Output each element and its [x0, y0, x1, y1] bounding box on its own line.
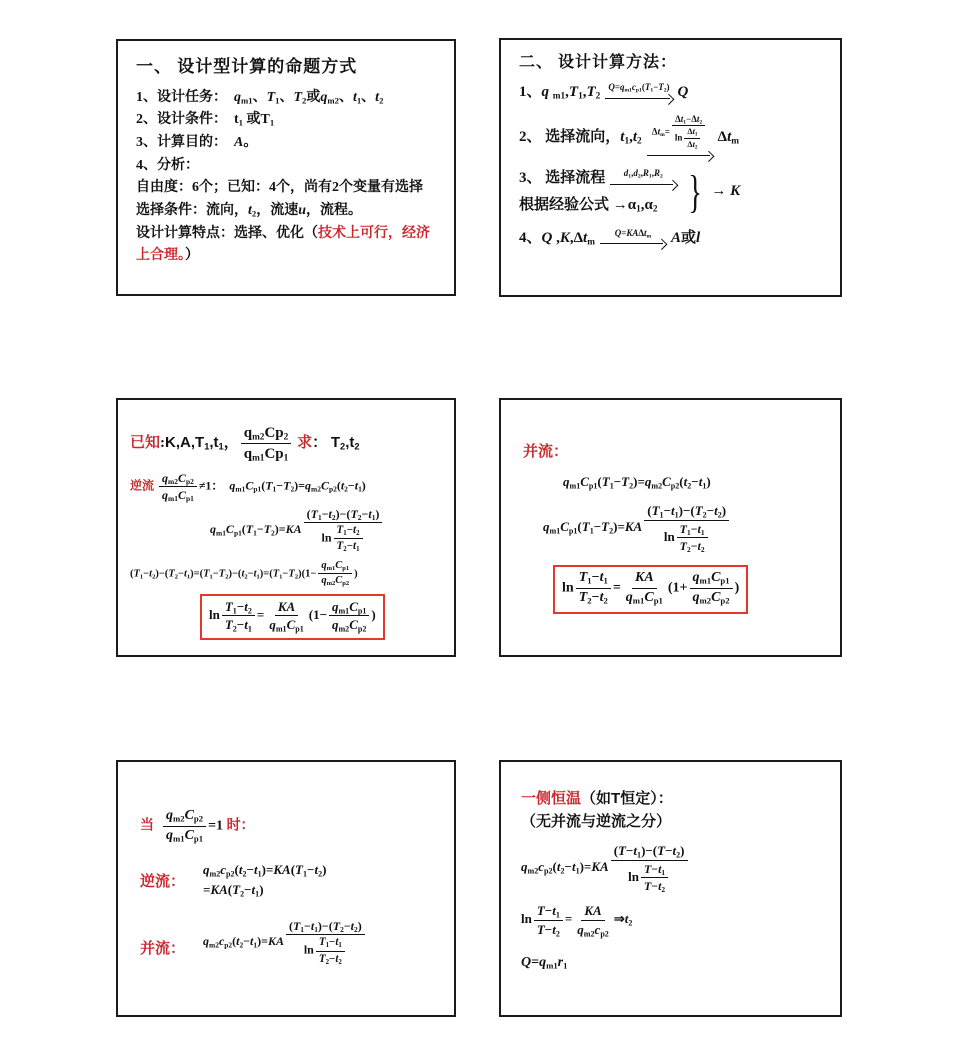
fraction: $\frac{\Delta t_1}{\Delta t_2}$ — [684, 127, 700, 150]
heat-duty: $Q=q_{m1}r_1$ — [521, 955, 568, 971]
design-features-2: 上合理。） — [136, 248, 199, 264]
design-condition: 2、设计条件： $t_1$ 或$T_1$ — [136, 112, 275, 128]
right-arrow-icon — [610, 181, 676, 190]
slide-isothermal-side — [499, 760, 842, 1017]
analysis: 4、分析： — [136, 157, 199, 173]
parallel-rate-equation: $q_{m1}C_{p1}(T_1-T_2)=KA$ $(T_1-t_1)-(T_2-t_2)$ ln $\frac{T_1-t_1}{T_2-t_2}$ — [543, 503, 830, 553]
fraction: $\frac{KA}{q_{m1}C_{p1}}$ — [625, 570, 663, 606]
fraction: $\frac{T-t_1}{T-t_2}$ — [534, 903, 563, 937]
counterflow-case: 逆流： $q_{m2}c_{p2}(t_2-t_1)=KA(T_1-t_2)$ $=KA(T_2-t_1)$ — [140, 861, 327, 899]
isothermal-title: 一侧恒温（如T恒定）： — [521, 790, 673, 807]
no-flow-distinction: （无并流与逆流之分） — [521, 814, 672, 830]
design-task: 1、设计任务： $q_{m1}$、$T_1$、$T_2$或$q_{m2}$、$t_1$、$t_2$ — [136, 89, 384, 105]
fraction: $\frac{T_1-t_2}{T_2-t_1}$ — [222, 599, 255, 633]
counterflow-rate-equation: $q_{m1}C_{p1}(T_1-T_2)=KA$ $(T_1-t_2)-(T_2-t_1)$ ln $\frac{T_1-t_2}{T_2-t_1}$ — [210, 507, 446, 554]
selection-conditions: 选择条件：流向，$t_2$，流速u，流程。 — [136, 202, 363, 219]
right-arrow-icon — [647, 151, 713, 160]
slide2-title: 二、 设计计算方法： — [519, 54, 678, 71]
fraction: $\frac{T_1-t_1}{T_2-t_2}$ — [316, 936, 345, 966]
flow-type-label: 逆流： — [140, 873, 186, 890]
slide-problem-statement — [116, 39, 456, 296]
counterflow-heat-balance: 逆流 $\frac{q_{m2}C_{p2}}{q_{m1}C_{p1}}$ ≠1： $q_{m1}C_{p1}(T_1-T_2)=q_{m2}C_{p2}(t_2-t_1)$ — [130, 471, 366, 504]
labeled-arrow: Q=KAΔt$_m$ — [600, 228, 666, 249]
isothermal-result: ln $\frac{T-t_1}{T-t_2}$ = $\frac{KA}{q_{m2}c_{p2}}$ $\Rightarrow t_2$ — [521, 903, 633, 939]
fraction: $\frac{q_{m2}C_{p2}}{q_{m1}C_{p1}}$ — [159, 471, 197, 503]
fraction: $\Delta t_1-\Delta t_2$ ln $\frac{\Delta t_1}{\Delta t_2}$ — [672, 114, 706, 151]
fraction: $\frac{q_{m1}C_{p1}}{q_{m2}C_{p2}}$ — [329, 599, 369, 633]
slide-equal-capacity-case — [116, 760, 456, 1017]
fraction: $(T-t_1)-(T-t_2)$ ln $\frac{T-t_1}{T-t_2}$ — [611, 843, 688, 893]
fraction: $(T_1-t_1)-(T_2-t_2)$ ln $\frac{T_1-t_1}{T_2-t_2}$ — [644, 503, 729, 553]
condition-line: 当 $\frac{q_{m2}C_{p2}}{q_{m1}C_{p1}}$ =1 时： — [140, 808, 255, 844]
calc-goal: 3、计算目的： A。 — [136, 134, 258, 150]
slide-parallel-flow — [499, 398, 842, 657]
fraction: $(T_1-t_2)-(T_2-t_1)$ ln $\frac{T_1-t_2}{T_2-t_1}$ — [304, 507, 383, 554]
fraction: $\frac{KA}{q_{m2}c_{p2}}$ — [577, 903, 609, 939]
fraction: $\frac{q_{m2}Cp_2}{q_{m1}Cp_1}$ — [241, 424, 292, 463]
highlight-box: ln $\frac{T_1-t_1}{T_2-t_2}$ = $\frac{KA}{q_{m1}C_{p1}}$ (1+ $\frac{q_{m1}C_{p1}}{q_{m2}C_{p2}}$ ) — [553, 565, 748, 614]
difference-identity: $(T_1-t_2)-(T_2-t_1)=(T_1-T_2)-(t_2-t_1)=(T_1-T_2)(1-$ $\frac{q_{m1}C_{p1}}{q_{m2}C_{p2}}$ ) — [130, 559, 358, 588]
labeled-arrow: $\Delta t_m=$ $\Delta t_1-\Delta t_2$ ln $\frac{\Delta t_1}{\Delta t_2}$ — [647, 114, 713, 161]
fraction: $\frac{q_{m2}C_{p2}}{q_{m1}C_{p1}}$ — [163, 808, 206, 845]
highlight-box: ln $\frac{T_1-t_2}{T_2-t_1}$ = $\frac{KA}{q_{m1}C_{p1}}$ (1− $\frac{q_{m1}C_{p1}}{q_{m2}C_{p2}}$ ) — [200, 594, 385, 640]
fraction: $\frac{T_1-t_1}{T_2-t_2}$ — [576, 570, 611, 607]
parallel-case: 并流： $q_{m2}c_{p2}(t_2-t_1)=KA$ $(T_1-t_1)-(T_2-t_2)$ ln $\frac{T_1-t_1}{T_2-t_2}$ — [140, 919, 444, 966]
right-arrow-icon — [600, 240, 666, 249]
fraction: $\frac{T_1-t_2}{T_2-t_1}$ — [334, 524, 363, 554]
isothermal-rate-equation: $q_{m2}c_{p2}(t_2-t_1)=KA$ $(T-t_1)-(T-t_2)$ ln $\frac{T-t_1}{T-t_2}$ — [521, 843, 830, 893]
step-4: 4、Q $,K,\Delta t_m$ Q=KAΔt$_m$ A或l — [519, 227, 701, 248]
given-and-required: 已知$:K,A,T_1,t_1$， $\frac{q_{m2}Cp_2}{q_{m1}Cp_1}$ 求： $T_2,t_2$ — [130, 425, 360, 464]
parallel-result — [553, 565, 830, 614]
labeled-arrow: $Q=q_{m1}c_{p1}(T_1-T_2)$ — [605, 82, 672, 103]
fraction: $\frac{KA}{q_{m1}C_{p1}}$ — [269, 598, 304, 634]
fraction: $\frac{T-t_1}{T-t_2}$ — [641, 862, 668, 894]
fraction: $\frac{q_{m1}C_{p1}}{q_{m2}C_{p2}}$ — [318, 560, 352, 588]
slide1-title: 一、 设计型计算的命题方式 — [136, 57, 358, 76]
design-features-1: 设计计算特点：选择、优化（技术上可行，经济 — [136, 225, 430, 241]
parallel-heat-balance: $q_{m1}C_{p1}(T_1-T_2)=q_{m2}C_{p2}(t_2-t_1)$ — [563, 474, 711, 491]
slide-counterflow-derivation — [116, 398, 456, 657]
step-3: 3、 选择流程 $d_1,d_2,R_1,R_2$ 根据经验公式 $\to\alpha_1,\alpha_2$ } → K — [519, 166, 741, 218]
parallel-label: 并流： — [523, 444, 569, 460]
degrees-of-freedom: 自由度：6个；已知：4个，尚有2个变量有选择 — [136, 180, 423, 196]
right-arrow-icon — [605, 95, 672, 104]
slide-design-method — [499, 38, 842, 297]
fraction: $(T_1-t_1)-(T_2-t_2)$ ln $\frac{T_1-t_1}{T_2-t_2}$ — [286, 919, 365, 966]
flow-type-label: 并流： — [140, 940, 186, 957]
fraction: $\frac{T_1-t_1}{T_2-t_2}$ — [677, 522, 708, 554]
counterflow-result — [200, 594, 446, 640]
grouping-brace: } — [688, 166, 703, 218]
labeled-arrow: $d_1,d_2,R_1,R_2$ — [610, 168, 676, 189]
fraction: $\frac{q_{m1}C_{p1}}{q_{m2}C_{p2}}$ — [690, 570, 733, 607]
step-1: 1、q $_{m1},T_1,T_2$ $Q=q_{m1}c_{p1}(T_1-T_2)$ Q — [519, 82, 689, 103]
step-2: 2、 选择流向，$t_1,t_2$ $\Delta t_m=$ $\Delta t_1-\Delta t_2$ ln $\frac{\Delta t_1}{\Delta t_2}$ $\Delta t_m$ — [519, 114, 828, 161]
